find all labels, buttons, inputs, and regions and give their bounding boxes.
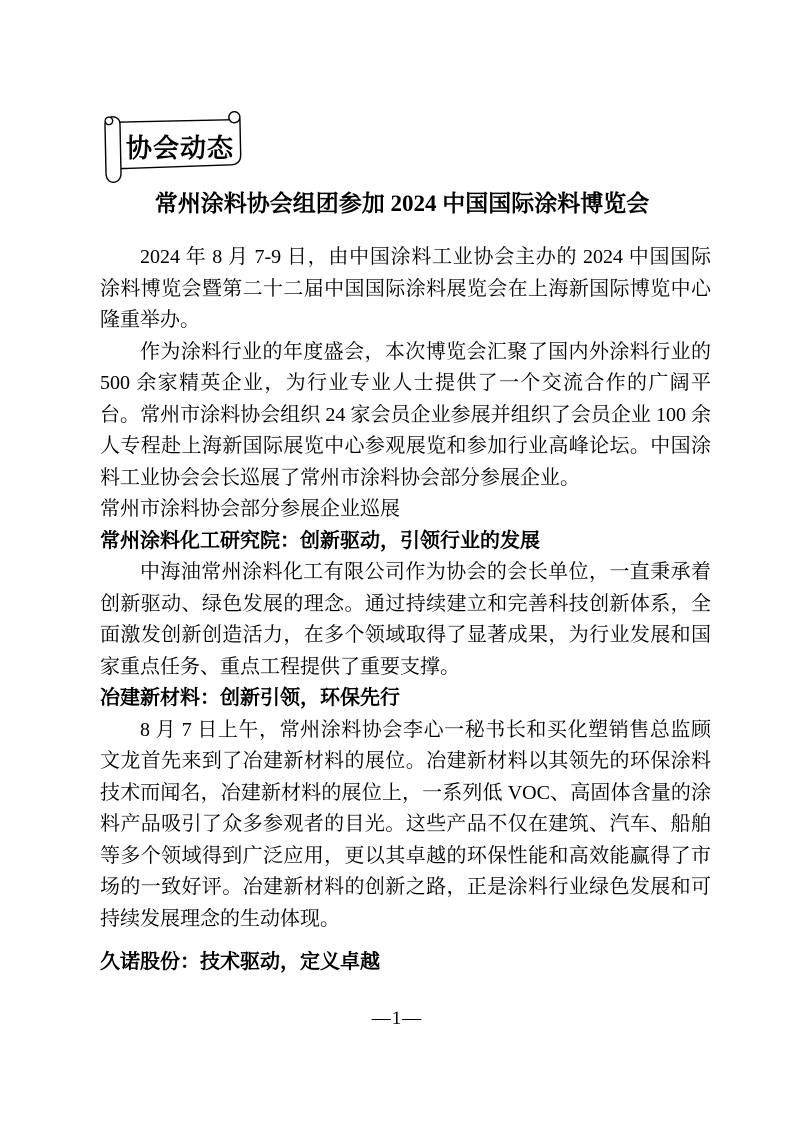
paragraph: 常州市涂料协会部分参展企业巡展 [100, 498, 400, 520]
article-title: 常州涂料协会组团参加 2024 中国国际涂料博览会 [154, 191, 650, 216]
association-news-banner [98, 106, 250, 190]
paragraph: 中海油常州涂料化工有限公司作为协会的会长单位，一直秉承着创新驱动、绿色发展的理念。通过持续建立和完善科技创新体系，全面激发创新创造活力，在多个领域取得了显著成果，为行业发展和国家重点任务、重点工程提供了重要支撑。 [100, 561, 711, 678]
section-heading: 冶建新材料：创新引领，环保先行 [100, 687, 400, 709]
article-body [100, 242, 711, 979]
section-heading: 久诺股份：技术驱动，定义卓越 [100, 951, 380, 973]
paragraph: 作为涂料行业的年度盛会，本次博览会汇聚了国内外涂料行业的 500 余家精英企业，为行业专业人士提供了一个交流合作的广阔平台。常州市涂料协会组织 24 家会员企业参展并组织了会员企业 100 余人专程赴上海新国际展览中心参观展览和参加行业高峰论坛。中国涂料工业协会会长巡展了常州市涂料协会部分参展企业。 [100, 340, 711, 489]
paragraph: 2024 年 8 月 7-9 日，由中国涂料工业协会主办的 2024 中国国际涂料博览会暨第二十二届中国国际涂料展览会在上海新国际博览中心隆重举办。 [100, 246, 711, 331]
section-heading: 常州涂料化工研究院：创新驱动，引领行业的发展 [100, 529, 540, 552]
paragraph: 8 月 7 日上午，常州涂料协会李心一秘书长和买化塑销售总监顾文龙首先来到了冶建新材料的展位。冶建新材料以其领先的环保涂料技术而闻名，冶建新材料的展位上，一系列低 VOC、高固体含量的涂料产品吸引了众多参观者的目光。这些产品不仅在建筑、汽车、船舶等多个领域得到广泛应用，更以其卓越的环保性能和高效能赢得了市场的一致好评。冶建新材料的创新之路，正是涂料行业绿色发展和可持续发展理念的生动体现。 [100, 718, 711, 930]
banner-label: 协会动态 [125, 134, 234, 163]
page-number: —1— [371, 1008, 423, 1029]
